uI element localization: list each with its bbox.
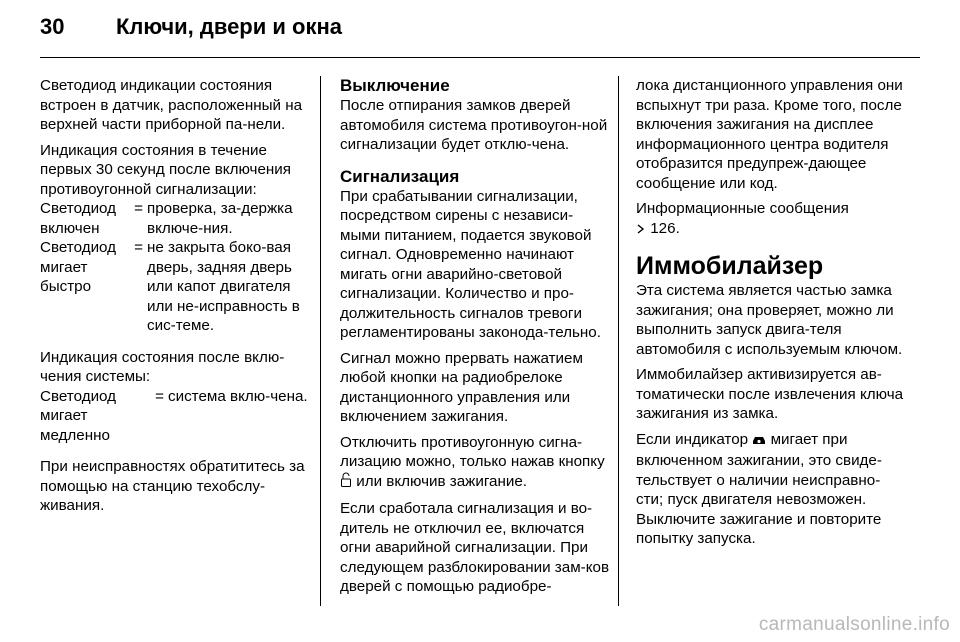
definition-desc: система вклю-чена.	[168, 387, 308, 405]
header-rule	[40, 57, 920, 58]
section-heading: Выключение	[340, 76, 450, 95]
section-heading: Иммобилайзер	[636, 252, 824, 280]
column-divider	[618, 76, 619, 606]
definition-term: Светодиод мигает медленно	[40, 387, 117, 444]
paragraph: Индикация состояния после вклю-чения системы:	[40, 348, 285, 385]
paragraph: Сигнал можно прервать нажатием любой кнопки на радиобрелоке дистанционного управления или включением зажигания.	[340, 349, 583, 425]
definition-term: Светодиод мигает быстро	[40, 239, 117, 295]
arrow-ref-icon	[636, 221, 646, 241]
column-2	[340, 76, 612, 597]
page-header	[40, 14, 342, 44]
paragraph	[340, 433, 612, 494]
page-reference	[636, 219, 906, 241]
paragraph: При неисправностях обратититесь за помощью на станцию техобслу-живания.	[40, 458, 305, 514]
paragraph-text: или включив зажигание.	[356, 472, 528, 490]
paragraph: Если сработала сигнализация и во-дитель не отключил ее, включатся огни аварийной сигнализации. При следующем разблокировании зам-ков дверей с помощью радиобре-	[340, 500, 610, 595]
paragraph: Индикация состояния в течение первых 30 секунд после включения противоугонной сигнализации:	[40, 141, 291, 198]
definition-equals: =	[134, 200, 143, 217]
definition-desc: проверка, за-держка включе-ния.	[147, 200, 293, 237]
column-3	[636, 76, 906, 549]
paragraph: После отпирания замков дверей автомобиля система противоугон-ной сигнализации будет отклю-чена.	[340, 97, 608, 153]
paragraph: лока дистанционного управления они вспыхнут три раза. Кроме того, после включения зажигания на дисплее информационного центра водителя отобразится предупреж-дающее сообщение или код.	[636, 77, 903, 192]
car-key-icon	[752, 432, 766, 452]
paragraph: Информационные сообщения	[636, 200, 849, 217]
definition-term: Светодиод включен	[40, 200, 117, 237]
paragraph	[636, 430, 906, 549]
paragraph: Иммобилайзер активизируется ав-томатически после извлечения ключа зажигания из замка.	[636, 366, 904, 422]
definition-equals: =	[134, 239, 143, 256]
paragraph: Светодиод индикации состояния встроен в датчик, расположенный на верхней части приборной па-нели.	[40, 77, 303, 133]
page-number: 30	[40, 14, 65, 39]
definition-row	[40, 199, 308, 238]
padlock-open-icon	[340, 472, 352, 494]
column-divider	[320, 76, 321, 606]
page-title: Ключи, двери и окна	[116, 14, 342, 39]
reference-page: 126.	[650, 219, 680, 237]
paragraph: При срабатывании сигнализации, посредством сирены с независи-мыми питанием, подается звуковой сигнал. Одновременно начинают мигать огни аварийно-световой сигнализации. Количество и про-должительность сигналов тревоги регламентированы законода-тельно.	[340, 187, 601, 341]
paragraph-text: мигает при включенном зажигании, это свиде-тельствует о наличии неисправно-сти; пуск двигателя невозможен. Выключите зажигание и повторите попытку запуска.	[636, 430, 882, 547]
column-1	[40, 76, 308, 516]
definition-desc: не закрыта боко-вая дверь, задняя дверь или капот двигателя или не-исправность в сис-теме.	[147, 239, 300, 334]
paragraph-text: Если индикатор	[636, 430, 749, 448]
definition-equals: =	[155, 387, 164, 405]
paragraph-text: Отключить противоугонную сигна-лизацию можно, только нажав кнопку	[340, 433, 605, 470]
paragraph: Эта система является частью замка зажигания; она проверяет, можно ли выполнить запуск двига-теля автомобиля с используемым ключом.	[636, 282, 903, 358]
definition-row	[40, 387, 308, 446]
watermark: carmanualsonline.info	[758, 614, 950, 635]
section-heading: Сигнализация	[340, 166, 460, 186]
definition-row	[40, 238, 308, 336]
